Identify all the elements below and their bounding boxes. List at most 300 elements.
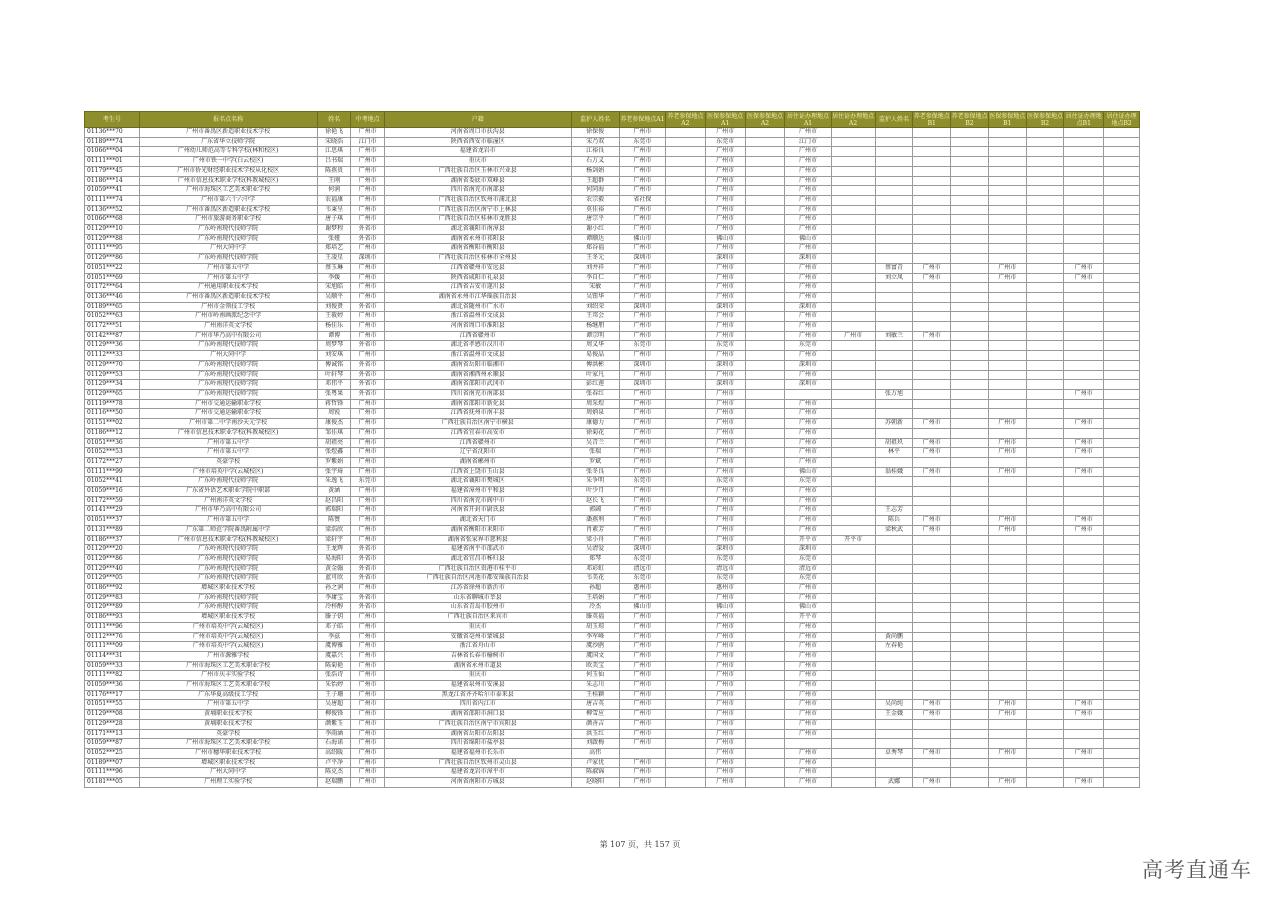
table-cell xyxy=(745,176,785,186)
table-cell: 广州市 xyxy=(988,778,1026,788)
table-cell xyxy=(988,195,1026,205)
table-cell xyxy=(745,215,785,225)
table-cell: 01112***33 xyxy=(85,351,140,361)
table-cell xyxy=(951,399,989,409)
table-cell: 广州市 xyxy=(913,516,951,526)
table-cell: 广州市 xyxy=(351,739,385,749)
table-cell xyxy=(665,749,705,759)
table-cell: 广州市 xyxy=(785,215,831,225)
table-cell: 广州市第二中学南沙天元学校 xyxy=(139,419,317,429)
table-cell: 01051***22 xyxy=(85,263,140,273)
table-cell: 外省市 xyxy=(351,593,385,603)
table-cell xyxy=(745,671,785,681)
table-cell xyxy=(988,545,1026,555)
table-cell xyxy=(665,360,705,370)
table-cell xyxy=(1104,419,1140,429)
table-cell: 广州市 xyxy=(351,506,385,516)
table-cell xyxy=(745,263,785,273)
table-cell xyxy=(913,661,951,671)
table-cell xyxy=(1104,351,1140,361)
table-cell: 谭顺达 xyxy=(571,234,619,244)
table-cell: 河南省周口市淮阳县 xyxy=(384,322,571,332)
table-cell: 广州市 xyxy=(705,613,745,623)
page-number: 第 107 页，共 157 页 xyxy=(599,840,681,849)
table-cell: 宋旭皓 xyxy=(317,283,351,293)
table-cell xyxy=(665,205,705,215)
table-cell: 01151***02 xyxy=(85,419,140,429)
table-cell xyxy=(875,661,913,671)
table-cell xyxy=(831,166,875,176)
table-cell xyxy=(1064,739,1104,749)
table-cell xyxy=(1026,225,1064,235)
table-cell xyxy=(665,564,705,574)
table-cell: 邓彩虹 xyxy=(571,564,619,574)
table-cell: 01171***13 xyxy=(85,729,140,739)
table-cell xyxy=(745,157,785,167)
table-cell: 王冬元 xyxy=(571,254,619,264)
table-cell: 陈克杰 xyxy=(317,768,351,778)
table-cell xyxy=(988,671,1026,681)
table-cell xyxy=(831,758,875,768)
table-cell xyxy=(1104,584,1140,594)
table-cell xyxy=(1026,341,1064,351)
table-cell: 广东岭南现代技师学院 xyxy=(139,564,317,574)
table-cell xyxy=(875,351,913,361)
table-cell xyxy=(1026,593,1064,603)
table-cell xyxy=(1104,137,1140,147)
table-cell: 英豪学校 xyxy=(139,729,317,739)
table-cell: 广东岭南现代技师学院 xyxy=(139,545,317,555)
table-cell: 郭瑞阳 xyxy=(317,506,351,516)
table-cell: 广州市 xyxy=(351,516,385,526)
table-cell xyxy=(665,554,705,564)
table-cell: 广州市 xyxy=(619,283,665,293)
table-cell xyxy=(988,176,1026,186)
table-cell: 广东岭南现代技师学院 xyxy=(139,603,317,613)
table-cell: 福建省龙岩市 xyxy=(384,147,571,157)
table-cell xyxy=(1026,457,1064,467)
table-cell: 广州市 xyxy=(351,448,385,458)
table-cell: 梁浩欣 xyxy=(317,525,351,535)
table-cell xyxy=(988,225,1026,235)
table-cell xyxy=(913,137,951,147)
table-cell xyxy=(745,603,785,613)
table-cell: 广州市 xyxy=(705,729,745,739)
table-cell: 广州市 xyxy=(619,681,665,691)
table-cell: 东莞市 xyxy=(619,137,665,147)
table-cell xyxy=(1064,574,1104,584)
table-cell xyxy=(1064,360,1104,370)
table-cell: 广州市 xyxy=(705,428,745,438)
table-cell xyxy=(1026,700,1064,710)
table-cell: 湖南省张家界市慈利县 xyxy=(384,535,571,545)
table-cell xyxy=(831,613,875,623)
table-cell xyxy=(988,496,1026,506)
table-cell xyxy=(1026,166,1064,176)
table-cell xyxy=(665,448,705,458)
table-cell xyxy=(1104,263,1140,273)
table-row xyxy=(85,254,1140,264)
table-row xyxy=(85,574,1140,584)
table-cell: 广州市 xyxy=(351,312,385,322)
table-cell: 广州市 xyxy=(619,516,665,526)
table-cell xyxy=(913,128,951,138)
table-cell xyxy=(1064,302,1104,312)
table-cell: 广州市 xyxy=(988,448,1026,458)
table-cell xyxy=(988,661,1026,671)
table-cell xyxy=(1026,768,1064,778)
table-cell: 广州市 xyxy=(619,128,665,138)
table-cell xyxy=(951,157,989,167)
table-cell: 王筱婷 xyxy=(317,312,351,322)
table-cell: 01051***37 xyxy=(85,516,140,526)
table-cell: 福建省漳州市平和县 xyxy=(384,487,571,497)
table-cell xyxy=(913,671,951,681)
table-cell: 莫佳裕 xyxy=(571,205,619,215)
table-cell xyxy=(875,681,913,691)
table-cell: 王金娥 xyxy=(875,710,913,720)
table-cell: 广州市 xyxy=(705,409,745,419)
admission-table xyxy=(84,111,1140,788)
table-cell xyxy=(913,283,951,293)
table-cell xyxy=(875,380,913,390)
table-cell: 01129***88 xyxy=(85,234,140,244)
table-cell xyxy=(1064,341,1104,351)
table-cell xyxy=(831,545,875,555)
table-cell xyxy=(665,535,705,545)
table-cell xyxy=(831,312,875,322)
table-cell xyxy=(951,273,989,283)
table-cell xyxy=(1064,292,1104,302)
table-cell xyxy=(988,205,1026,215)
table-cell xyxy=(665,234,705,244)
table-cell: 01052***25 xyxy=(85,749,140,759)
table-cell xyxy=(951,147,989,157)
table-cell: 广州市 xyxy=(705,215,745,225)
table-cell: 广州市 xyxy=(705,593,745,603)
table-cell: 01059***87 xyxy=(85,739,140,749)
table-cell: 01136***70 xyxy=(85,128,140,138)
table-cell: 01129***65 xyxy=(85,389,140,399)
table-cell xyxy=(951,244,989,254)
table-cell: 广州市 xyxy=(705,389,745,399)
table-cell: 深圳市 xyxy=(351,254,385,264)
table-cell: 广州市 xyxy=(988,419,1026,429)
table-cell xyxy=(831,234,875,244)
table-cell xyxy=(1104,380,1140,390)
table-cell: 江西省赣州市 xyxy=(384,438,571,448)
table-cell xyxy=(745,195,785,205)
table-cell xyxy=(951,564,989,574)
table-cell: 广州市 xyxy=(785,506,831,516)
table-cell xyxy=(745,661,785,671)
table-cell xyxy=(1104,254,1140,264)
table-cell: 湖北省天门市 xyxy=(384,516,571,526)
table-cell xyxy=(875,409,913,419)
table-row xyxy=(85,273,1140,283)
table-row xyxy=(85,389,1140,399)
table-cell: 清远市 xyxy=(785,564,831,574)
table-cell: 宋乃双 xyxy=(571,137,619,147)
table-cell xyxy=(831,593,875,603)
table-cell xyxy=(1064,457,1104,467)
table-cell: 广东第二师范学院番禺附属中学 xyxy=(139,525,317,535)
table-cell: 广州市 xyxy=(351,622,385,632)
table-cell: 01189***07 xyxy=(85,758,140,768)
table-cell xyxy=(665,758,705,768)
table-cell xyxy=(1104,360,1140,370)
table-cell: 广州市 xyxy=(988,273,1026,283)
table-cell: 周炳泉 xyxy=(571,409,619,419)
table-cell: 01129***36 xyxy=(85,341,140,351)
table-cell: 徐保俊 xyxy=(571,128,619,138)
table-cell xyxy=(913,603,951,613)
table-cell: 刘啟梅 xyxy=(571,739,619,749)
table-cell: 滕子钥 xyxy=(317,613,351,623)
table-cell xyxy=(831,157,875,167)
table-cell xyxy=(1104,195,1140,205)
table-cell xyxy=(913,322,951,332)
table-cell: 唐子琪 xyxy=(317,215,351,225)
table-cell: 广州市 xyxy=(351,681,385,691)
table-cell: 陈燕贵 xyxy=(317,166,351,176)
table-cell xyxy=(665,389,705,399)
table-cell xyxy=(913,768,951,778)
table-row xyxy=(85,215,1140,225)
table-cell: 广西壮族自治区玉林市兴业县 xyxy=(384,166,571,176)
table-cell xyxy=(1064,351,1104,361)
table-row xyxy=(85,380,1140,390)
table-cell xyxy=(988,729,1026,739)
table-cell: 广州市 xyxy=(913,749,951,759)
table-cell xyxy=(745,622,785,632)
table-cell: 李自仁 xyxy=(571,273,619,283)
table-cell xyxy=(875,166,913,176)
column-header: 居住证办理地点B2 xyxy=(1104,112,1140,128)
table-cell xyxy=(1026,729,1064,739)
table-cell: 广州市 xyxy=(785,749,831,759)
table-cell: 广州市第五中学 xyxy=(139,263,317,273)
table-cell xyxy=(1064,671,1104,681)
table-cell: 四川省绵阳市盐亭县 xyxy=(384,739,571,749)
table-cell: 01112***76 xyxy=(85,632,140,642)
table-cell xyxy=(745,399,785,409)
table-cell: 广州市 xyxy=(785,487,831,497)
table-cell xyxy=(831,671,875,681)
table-row xyxy=(85,661,1140,671)
table-cell: 广州市 xyxy=(1064,778,1104,788)
table-cell xyxy=(988,370,1026,380)
table-cell xyxy=(988,166,1026,176)
table-cell xyxy=(1064,409,1104,419)
table-cell xyxy=(951,651,989,661)
table-cell xyxy=(1104,516,1140,526)
table-cell: 广州市 xyxy=(913,778,951,788)
table-cell: 广州市 xyxy=(351,399,385,409)
table-cell: 广州市 xyxy=(988,263,1026,273)
table-cell: 广州市 xyxy=(619,487,665,497)
table-cell xyxy=(665,622,705,632)
table-cell xyxy=(665,642,705,652)
table-cell: 广州市 xyxy=(619,399,665,409)
table-cell: 农福康 xyxy=(317,195,351,205)
table-cell xyxy=(1026,244,1064,254)
table-cell: 湖南省永州市祁阳县 xyxy=(384,234,571,244)
table-cell: 广州市 xyxy=(785,778,831,788)
column-header: 监护人姓名 xyxy=(571,112,619,128)
table-cell: 洪玉红 xyxy=(571,729,619,739)
table-cell: 广州市 xyxy=(913,438,951,448)
table-cell: 广州市 xyxy=(785,176,831,186)
table-cell xyxy=(1104,389,1140,399)
table-cell: 外省市 xyxy=(351,341,385,351)
table-cell: 广东岭南现代技师学院 xyxy=(139,234,317,244)
table-cell xyxy=(875,322,913,332)
table-cell: 湖南省永州市道县 xyxy=(384,661,571,671)
table-cell: 广州市 xyxy=(1064,389,1104,399)
column-header: 居住证办理地点A1 xyxy=(785,112,831,128)
column-header: 养老参保地点B2 xyxy=(951,112,988,127)
table-cell: 山东省聊城市莘县 xyxy=(384,593,571,603)
table-cell xyxy=(745,312,785,322)
table-row xyxy=(85,690,1140,700)
table-cell: 黄埔职业技术学校 xyxy=(139,719,317,729)
table-cell xyxy=(745,613,785,623)
table-cell: 广州市 xyxy=(351,671,385,681)
table-cell: 张煜鑫 xyxy=(317,448,351,458)
table-cell: 广州市 xyxy=(619,593,665,603)
table-cell xyxy=(831,729,875,739)
table-cell xyxy=(988,128,1026,138)
table-cell: 广州市 xyxy=(785,186,831,196)
table-cell: 周梦琴 xyxy=(317,341,351,351)
table-cell: 广州市 xyxy=(351,176,385,186)
table-cell: 广州市 xyxy=(351,195,385,205)
table-cell: 刘俊贤 xyxy=(317,302,351,312)
table-cell: 江西省赣州市 xyxy=(384,331,571,341)
table-row xyxy=(85,312,1140,322)
table-cell xyxy=(951,545,989,555)
table-cell xyxy=(1104,302,1140,312)
table-cell: 广东岭南现代技师学院 xyxy=(139,370,317,380)
table-cell xyxy=(951,263,989,273)
table-cell xyxy=(913,487,951,497)
table-cell xyxy=(875,399,913,409)
table-row xyxy=(85,545,1140,555)
table-cell: 东莞市 xyxy=(785,574,831,584)
table-cell: 广州市 xyxy=(619,292,665,302)
table-cell xyxy=(1104,739,1140,749)
table-cell: 梁小舟 xyxy=(571,535,619,545)
table-cell xyxy=(665,215,705,225)
table-cell: 朱怡婷 xyxy=(317,681,351,691)
table-cell: 广州市华乃高中有限公司 xyxy=(139,506,317,516)
table-cell xyxy=(1064,603,1104,613)
table-row xyxy=(85,622,1140,632)
table-cell: 郑培艺 xyxy=(317,244,351,254)
table-cell: 01066***68 xyxy=(85,215,140,225)
table-cell: 黄金翰 xyxy=(317,564,351,574)
table-cell: 吕书瑞 xyxy=(317,157,351,167)
table-cell: 广西壮族自治区来宾市 xyxy=(384,613,571,623)
table-cell: 广州市 xyxy=(705,331,745,341)
table-cell: 广州市 xyxy=(785,147,831,157)
table-cell: 广州市 xyxy=(619,467,665,477)
table-cell: 01142***87 xyxy=(85,331,140,341)
table-cell xyxy=(875,768,913,778)
table-cell: 广州市 xyxy=(619,535,665,545)
table-cell xyxy=(875,496,913,506)
table-cell: 四川省南充市阆中市 xyxy=(384,496,571,506)
table-cell: 朱逸飞 xyxy=(317,477,351,487)
table-cell: 01141***29 xyxy=(85,506,140,516)
table-cell xyxy=(988,157,1026,167)
table-cell: 深圳市 xyxy=(619,254,665,264)
table-cell: 广州市 xyxy=(619,419,665,429)
table-cell: 01129***05 xyxy=(85,574,140,584)
table-cell: 李庸宝 xyxy=(317,593,351,603)
table-cell xyxy=(951,661,989,671)
table-cell: 广州市 xyxy=(351,613,385,623)
table-cell: 广州市 xyxy=(705,195,745,205)
table-cell xyxy=(1026,632,1064,642)
table-cell xyxy=(1104,564,1140,574)
table-cell: 邹佳琪 xyxy=(317,428,351,438)
table-row xyxy=(85,351,1140,361)
table-cell: 广州市 xyxy=(785,710,831,720)
table-cell xyxy=(988,593,1026,603)
table-cell: 卢家优 xyxy=(571,758,619,768)
table-row xyxy=(85,613,1140,623)
table-cell xyxy=(831,632,875,642)
table-cell: 胡玉琼 xyxy=(571,622,619,632)
table-cell: 广西壮族自治区桂林市龙胜县 xyxy=(384,215,571,225)
table-cell xyxy=(951,593,989,603)
table-cell xyxy=(831,360,875,370)
table-cell: 东莞市 xyxy=(785,477,831,487)
table-cell xyxy=(913,176,951,186)
table-cell: 01172***51 xyxy=(85,322,140,332)
table-cell xyxy=(665,729,705,739)
table-cell: 01119***78 xyxy=(85,399,140,409)
table-cell: 谭博 xyxy=(317,331,351,341)
table-cell: 广西壮族自治区河池市都安瑶族自治县 xyxy=(384,574,571,584)
table-cell: 广州市 xyxy=(705,651,745,661)
table-cell: 高伟 xyxy=(571,749,619,759)
table-row xyxy=(85,137,1140,147)
table-cell: 冷梓醇 xyxy=(317,603,351,613)
table-cell xyxy=(951,225,989,235)
table-cell xyxy=(665,681,705,691)
table-cell: 王邦会 xyxy=(571,312,619,322)
table-cell: 湖北省宜昌市秭归县 xyxy=(384,554,571,564)
table-cell: 重庆市 xyxy=(384,671,571,681)
table-cell xyxy=(988,331,1026,341)
table-cell xyxy=(875,719,913,729)
table-cell: 01172***64 xyxy=(85,283,140,293)
table-cell xyxy=(988,428,1026,438)
table-cell xyxy=(951,535,989,545)
table-cell: 湖北省随州市广水市 xyxy=(384,302,571,312)
table-cell: 开平市 xyxy=(831,535,875,545)
table-cell xyxy=(1026,651,1064,661)
table-cell: 广州市 xyxy=(785,700,831,710)
table-cell: 四川省南充市南部县 xyxy=(384,389,571,399)
table-cell xyxy=(665,312,705,322)
table-cell xyxy=(1026,370,1064,380)
table-cell xyxy=(1104,593,1140,603)
table-cell xyxy=(875,292,913,302)
